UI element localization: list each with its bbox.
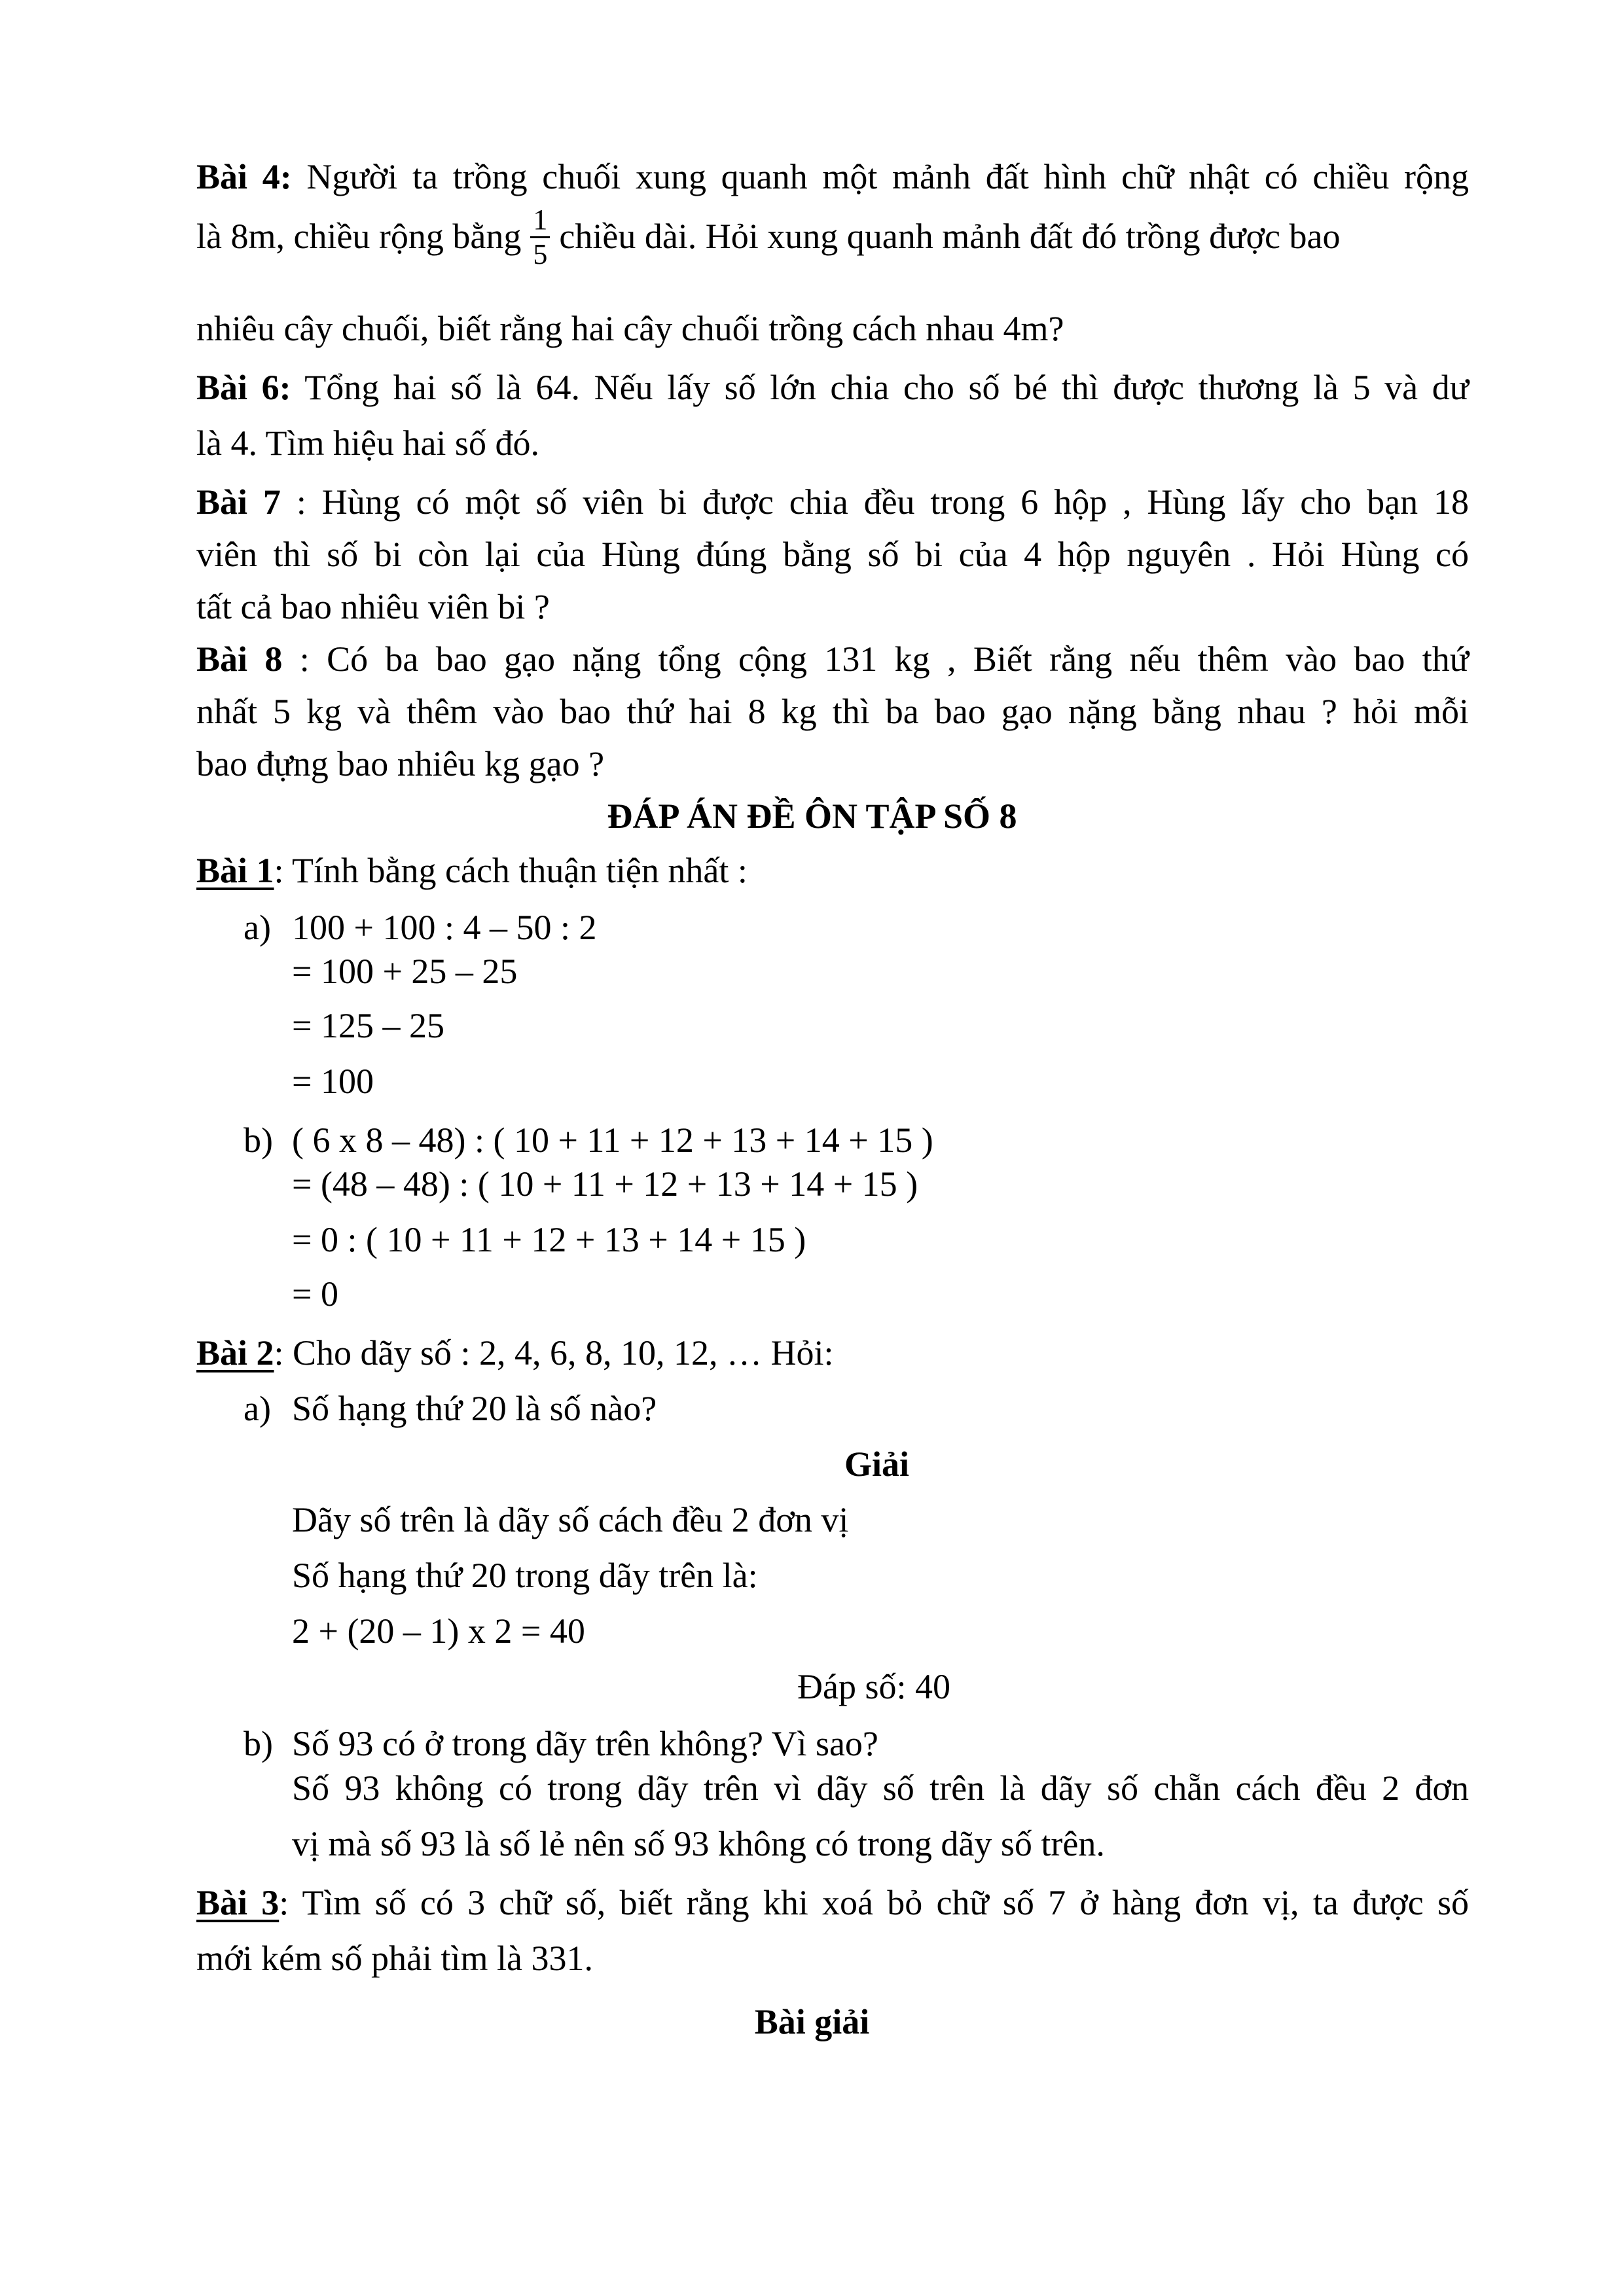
problem-6-text: Tổng hai số là 64. Nếu lấy số lớn chia cho số bé thì được thương là 5 và dư xyxy=(291,368,1469,407)
fraction-one-fifth xyxy=(530,204,550,271)
answer-2b-question: Số 93 có ở trong dãy trên không? Vì sao? xyxy=(292,1724,878,1763)
problem-4-line-2 xyxy=(196,206,1469,274)
answer-2a-solution-heading: Giải xyxy=(844,1444,910,1484)
answer-1a-step-3: = 100 xyxy=(292,1062,374,1101)
problem-7-line-2: viên thì số bi còn lại của Hùng đúng bằng số bi của 4 hộp nguyên . Hỏi Hùng có xyxy=(196,535,1469,574)
answer-2b-line-2: vị mà số 93 là số lẻ nên số 93 không có trong dãy số trên. xyxy=(292,1824,1105,1863)
answer-2a-line-2: Số hạng thứ 20 trong dãy trên là: xyxy=(292,1556,758,1595)
answer-2-prompt-line xyxy=(196,1332,834,1374)
problem-6-label: Bài 6: xyxy=(196,368,291,407)
problem-4-line-3: nhiêu cây chuối, biết rằng hai cây chuối trồng cách nhau 4m? xyxy=(196,309,1064,348)
answer-1b-step-3: = 0 xyxy=(292,1274,338,1314)
answer-1a-marker: a) xyxy=(244,908,271,947)
answer-3-solution-heading: Bài giải xyxy=(754,2002,870,2041)
answer-1-label: Bài 1 xyxy=(196,851,274,890)
answer-2b-line-1: Số 93 không có trong dãy trên vì dãy số trên là dãy số chẵn cách đều 2 đơn xyxy=(292,1768,1469,1808)
answer-2a-marker: a) xyxy=(244,1389,271,1428)
answer-heading: ĐÁP ÁN ĐỀ ÔN TẬP SỐ 8 xyxy=(607,797,1017,836)
answer-1-prompt-line xyxy=(196,850,748,891)
answer-1a-step-2: = 125 – 25 xyxy=(292,1006,444,1045)
answer-1b-expression: ( 6 x 8 – 48) : ( 10 + 11 + 12 + 13 + 14 + 15 ) xyxy=(292,1121,933,1160)
problem-8-line-3: bao đựng bao nhiêu kg gạo ? xyxy=(196,744,605,783)
answer-2b-marker: b) xyxy=(244,1724,273,1763)
problem-4-line-1 xyxy=(196,156,1469,198)
answer-1b-marker: b) xyxy=(244,1121,273,1160)
answer-1b-step-2: = 0 : ( 10 + 11 + 12 + 13 + 14 + 15 ) xyxy=(292,1220,806,1259)
problem-6-line-2: là 4. Tìm hiệu hai số đó. xyxy=(196,423,539,463)
answer-1b-expression-line xyxy=(244,1119,933,1161)
problem-4-text-before-fraction: là 8m, chiều rộng bằng xyxy=(196,216,522,256)
answer-2a-question-line xyxy=(244,1388,657,1429)
answer-3-prompt-line-2: mới kém số phải tìm là 331. xyxy=(196,1939,593,1978)
answer-2a-question: Số hạng thứ 20 là số nào? xyxy=(292,1389,657,1428)
problem-8-label: Bài 8 xyxy=(196,639,283,679)
answer-2a-line-3: 2 + (20 – 1) x 2 = 40 xyxy=(292,1611,585,1651)
problem-6-line-1 xyxy=(196,367,1469,408)
answer-2a-line-1: Dãy số trên là dãy số cách đều 2 đơn vị xyxy=(292,1500,849,1539)
answer-1a-step-1: = 100 + 25 – 25 xyxy=(292,952,518,991)
answer-1a-expression: 100 + 100 : 4 – 50 : 2 xyxy=(292,908,597,947)
answer-1a-expression-line xyxy=(244,906,596,948)
answer-2-prompt: : Cho dãy số : 2, 4, 6, 8, 10, 12, … Hỏi: xyxy=(274,1333,834,1372)
answer-1b-step-1: = (48 – 48) : ( 10 + 11 + 12 + 13 + 14 + 15 ) xyxy=(292,1164,918,1204)
problem-4-text-after-fraction: chiều dài. Hỏi xung quanh mảnh đất đó trồng được bao xyxy=(559,216,1341,256)
problem-8-text: : Có ba bao gạo nặng tổng cộng 131 kg , Biết rằng nếu thêm vào bao thứ xyxy=(282,639,1469,679)
fraction-numerator: 1 xyxy=(530,204,550,238)
problem-8-line-1 xyxy=(196,638,1469,680)
problem-4-text: Người ta trồng chuối xung quanh một mảnh đất hình chữ nhật có chiều rộng xyxy=(291,157,1469,196)
answer-3-label: Bài 3 xyxy=(196,1883,280,1922)
problem-7-line-1 xyxy=(196,481,1469,523)
answer-1-prompt: : Tính bằng cách thuận tiện nhất : xyxy=(274,851,748,890)
answer-2-label: Bài 2 xyxy=(196,1333,274,1372)
problem-7-text: : Hùng có một số viên bi được chia đều trong 6 hộp , Hùng lấy cho bạn 18 xyxy=(280,482,1469,522)
answer-3-prompt: : Tìm số có 3 chữ số, biết rằng khi xoá bỏ chữ số 7 ở hàng đơn vị, ta được số xyxy=(279,1883,1469,1922)
answer-2b-question-line xyxy=(244,1723,878,1765)
problem-4-label: Bài 4: xyxy=(196,157,292,196)
problem-8-line-2: nhất 5 kg và thêm vào bao thứ hai 8 kg thì ba bao gạo nặng bằng nhau ? hỏi mỗi xyxy=(196,692,1469,731)
problem-7-line-3: tất cả bao nhiêu viên bi ? xyxy=(196,587,550,626)
problem-7-label: Bài 7 xyxy=(196,482,281,522)
fraction-denominator: 5 xyxy=(533,238,548,270)
answer-3-prompt-line-1 xyxy=(196,1882,1469,1924)
answer-2a-final-answer: Đáp số: 40 xyxy=(797,1667,950,1706)
